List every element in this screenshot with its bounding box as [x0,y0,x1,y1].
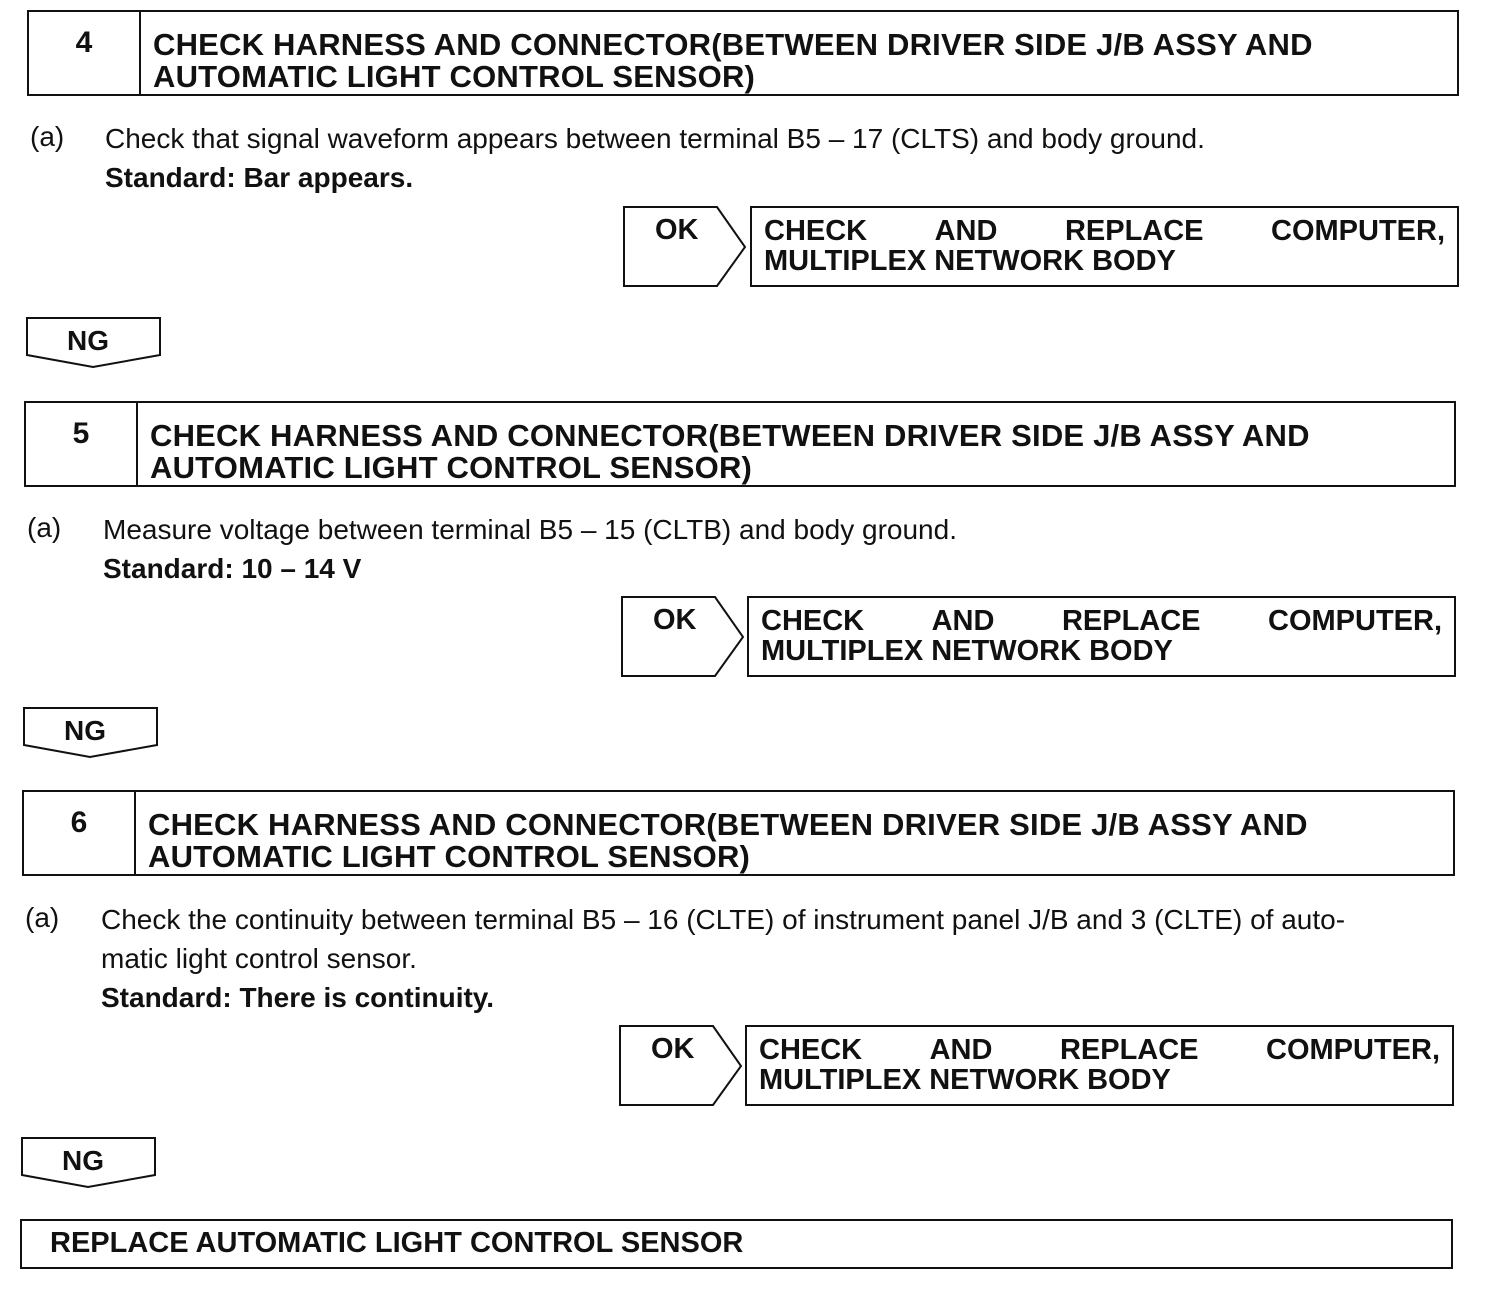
ok-result-box [747,596,1456,677]
item-label: (a) [25,902,60,933]
result-word: REPLACE [1064,215,1204,247]
ng-label: NG [67,325,109,356]
result-word: REPLACE [1059,1034,1199,1066]
instruction-text: Check that signal waveform appears between terminal B5 – 17 (CLTS) and body ground. [105,123,1205,154]
step-title: CHECK HARNESS AND CONNECTOR(BETWEEN DRIVER SIDE J/B ASSY AND AUTOMATIC LIGHT CONTROL SENSOR) [148,807,1308,874]
result-word: AND [929,1034,993,1066]
step-4-instruction-block [105,119,1455,197]
instruction-text: Measure voltage between terminal B5 – 15 (CLTB) and body ground. [103,514,957,545]
step-4-header [27,10,1459,96]
instruction-text-line-2: matic light control sensor. [101,943,417,974]
item-label: (a) [30,121,65,152]
step-5-header [24,401,1456,487]
result-line-1 [759,1035,1440,1065]
result-word: AND [931,605,995,637]
step-6-header [22,790,1455,876]
standard-text: Standard: There is continuity. [101,982,495,1013]
result-word: COMPUTER, [1266,1034,1440,1066]
result-word: CHECK [759,1034,863,1066]
ok-label: OK [655,214,699,246]
ok-label: OK [651,1033,695,1065]
step-title: CHECK HARNESS AND CONNECTOR(BETWEEN DRIVER SIDE J/B ASSY AND AUTOMATIC LIGHT CONTROL SENSOR) [150,418,1310,485]
result-line-2: MULTIPLEX NETWORK BODY [764,245,1176,277]
step-6-instruction-block [101,900,1461,1017]
standard-text: Standard: 10 – 14 V [103,553,362,584]
result-line-2: MULTIPLEX NETWORK BODY [761,635,1173,667]
instruction-text-line-1: Check the continuity between terminal B5 – 16 (CLTE) of instrument panel J/B and 3 (CLTE) of auto- [101,904,1346,935]
step-number: 4 [29,12,141,94]
result-line-1 [761,606,1442,636]
result-word: REPLACE [1061,605,1201,637]
ng-label: NG [62,1145,104,1176]
step-number: 6 [24,792,136,874]
result-word: COMPUTER, [1268,605,1442,637]
step-5-instruction-block [103,510,1453,588]
result-word: COMPUTER, [1271,215,1445,247]
final-action-box: REPLACE AUTOMATIC LIGHT CONTROL SENSOR [20,1219,1453,1269]
result-line-1 [764,216,1445,246]
ok-result-box [745,1025,1454,1106]
ng-label: NG [64,715,106,746]
result-word: AND [934,215,998,247]
step-title: CHECK HARNESS AND CONNECTOR(BETWEEN DRIVER SIDE J/B ASSY AND AUTOMATIC LIGHT CONTROL SENSOR) [153,27,1313,94]
ok-result-box [750,206,1459,287]
result-word: CHECK [761,605,865,637]
item-label: (a) [27,512,62,543]
standard-text: Standard: Bar appears. [105,162,414,193]
result-word: CHECK [764,215,868,247]
ok-label: OK [653,604,697,636]
result-line-2: MULTIPLEX NETWORK BODY [759,1064,1171,1096]
step-number: 5 [26,403,138,485]
